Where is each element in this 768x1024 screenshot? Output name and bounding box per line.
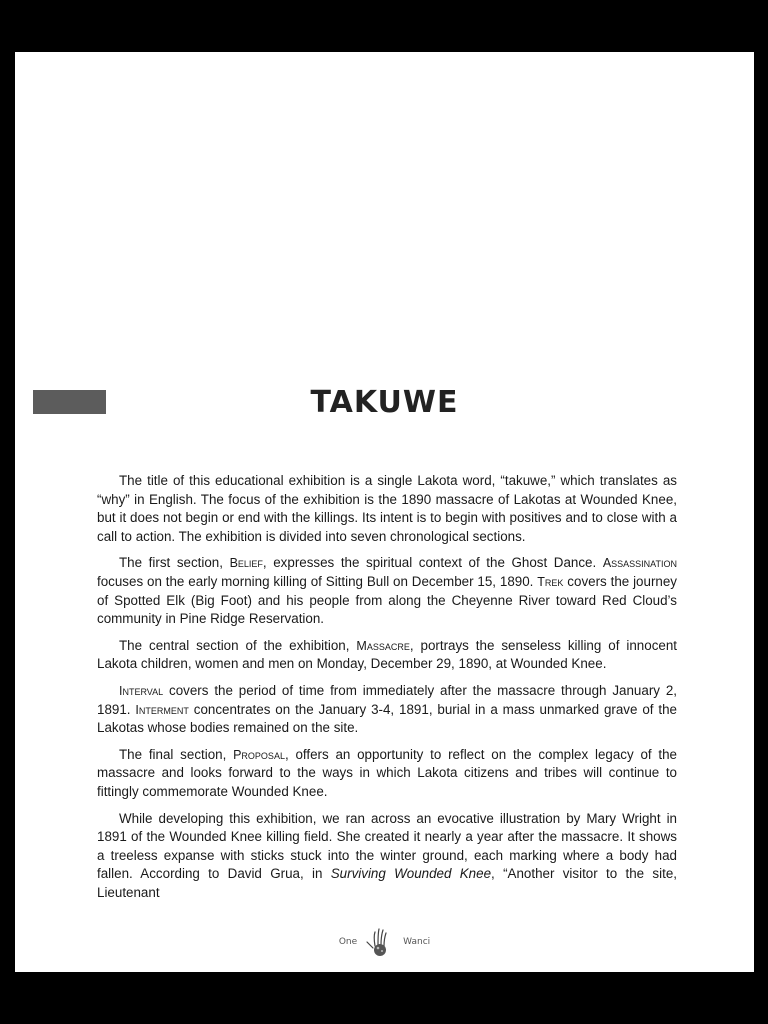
section-name-massacre: Massacre	[356, 638, 410, 653]
footer-right-text: Wanci	[403, 937, 431, 947]
section-name-assassination: Assassination	[602, 556, 677, 571]
book-title: Surviving Wounded Knee	[330, 866, 492, 882]
text-run: While developing this exhibition, we ran across an evocative illustration by Mary Wright in 1891 of the Wounded Knee killing field. She created it nearly a year after the massacre. It shows a treeless expanse with sticks stuck into the winter ground, each marking where a body had fallen. According to David Grua, in	[97, 810, 677, 882]
paragraph-central-section	[97, 637, 677, 674]
section-name-belief: Belief	[229, 556, 263, 571]
paragraph-sections-1	[97, 554, 677, 628]
page-footer	[15, 922, 754, 962]
text-run: The central section of the exhibition,	[119, 637, 357, 653]
document-page	[15, 52, 754, 972]
page-title: TAKUWE	[310, 385, 459, 420]
text-run: covers the period of time from immediately after the massacre through January 2, 1891.	[97, 682, 677, 717]
section-name-trek: Trek	[537, 574, 564, 589]
text-run: , expresses the spiritual context of the Ghost Dance.	[262, 555, 603, 571]
text-run: concentrates on the January 3-4, 1891, burial in a mass unmarked grave of the Lakotas whose bodies remained on the site.	[97, 701, 677, 736]
section-name-interment: Interment	[135, 702, 189, 717]
text-run: The final section,	[119, 746, 234, 762]
text-run: The first section,	[119, 555, 230, 571]
text-run: covers the journey of Spotted Elk (Big Foot) and his people from along the Cheyenne River toward Red Cloud’s community in Pine Ridge Reservation.	[97, 573, 677, 627]
text-run: , “Another visitor to the site, Lieutenant	[97, 866, 677, 900]
body-text	[97, 472, 677, 910]
text-run: , portrays the senseless killing of innocent Lakota children, women and men on Monday, December 29, 1890, at Wounded Knee.	[97, 637, 677, 672]
paragraph-intro: The title of this educational exhibition is a single Lakota word, “takuwe,” which translates as “why” in English. The focus of the exhibition is the 1890 massacre of Lakotas at Wounded Knee, but it does not begin or end with the killings. Its intent is to begin with positives and to close with a call to action. The exhibition is divided into seven chronological sections.	[97, 473, 677, 544]
text-run: , offers an opportunity to reflect on the complex legacy of the massacre and looks forward to the ways in which Lakota citizens and tribes will continue to fittingly commemorate Wounded Knee.	[97, 746, 677, 799]
section-name-interval: Interval	[119, 683, 164, 698]
paragraph-illustration	[97, 810, 677, 903]
hand-with-sphere-icon	[365, 926, 395, 958]
paragraph-final-section	[97, 746, 677, 802]
paragraph-interval	[97, 682, 677, 738]
footer-left-text: One	[338, 937, 358, 947]
section-name-proposal: Proposal	[233, 747, 285, 762]
text-run: focuses on the early morning killing of Sitting Bull on December 15, 1890.	[97, 573, 538, 589]
